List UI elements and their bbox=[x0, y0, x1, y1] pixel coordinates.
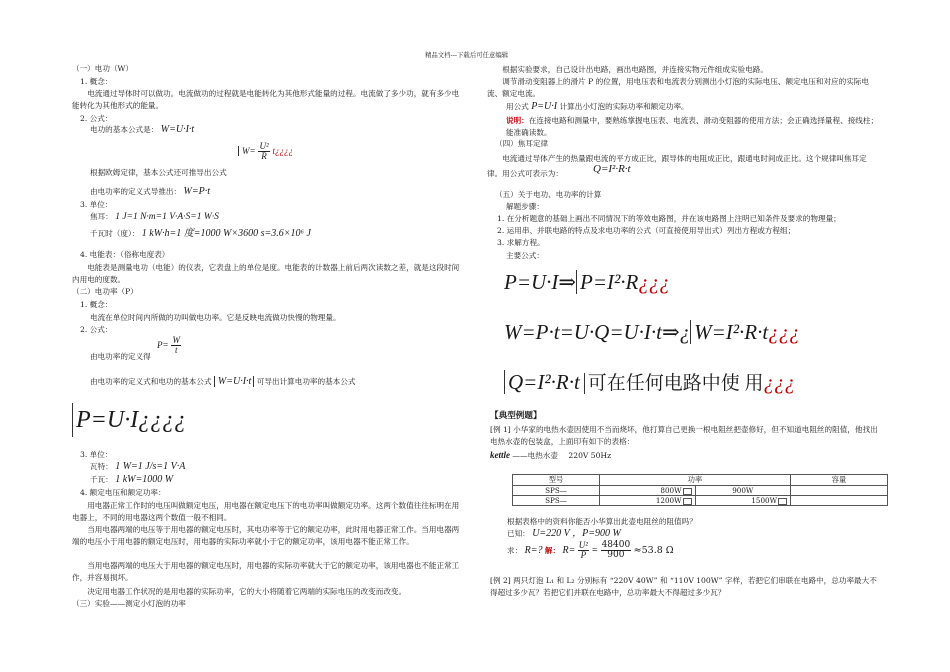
s1-ohm-rest: t¿¿¿¿ bbox=[272, 146, 294, 156]
s1-power-line bbox=[90, 187, 210, 197]
s1-ohm-num: U² bbox=[259, 141, 269, 151]
big-formula-1 bbox=[504, 268, 670, 296]
table-cell bbox=[791, 496, 888, 506]
s2-combine-text-a: 由电功率的定义式和电功的基本公式 bbox=[90, 377, 212, 386]
s2-def-fraction bbox=[171, 336, 181, 355]
table-cell: SPS— bbox=[513, 486, 600, 496]
big-formula-2 bbox=[504, 318, 800, 346]
s1-ohm-text: 根据欧姆定律，基本公式还可推导出公式 bbox=[90, 168, 227, 177]
known-line bbox=[507, 529, 621, 539]
kettle-spec-table bbox=[512, 474, 888, 506]
s1-formula-label: 2. 公式： bbox=[80, 114, 113, 123]
kettle-en: kettle bbox=[490, 450, 510, 460]
s2-rated-p4: 决定用电器工作状况的是用电器的实际功率，它的大小将随着它两端的实际电压的改变而改变。 bbox=[87, 587, 407, 596]
exp-p3-equation: P=U·I bbox=[531, 101, 558, 112]
exp-note-text: 在连接电路和测量中，要熟练掌握电压表、电流表、滑动变阻器的使用方法；会正确选择量程、接线柱；能准确读数。 bbox=[506, 116, 879, 137]
big1-part-b: P=I²·R bbox=[576, 270, 638, 294]
s1-joule-equation: 1 J=1 N·m=1 V·A·S=1 W·S bbox=[115, 212, 219, 222]
s1-concept-text: 电流通过导体时可以做功。电流做功的过程就是电能转化为其他形式能量的过程。电流做了多少功，就有多少电能转化为其他形式的能量。 bbox=[72, 89, 460, 110]
section-5-title: （五）关于电功、电功率的计算 bbox=[495, 190, 602, 199]
s5-step-3: 3. 求解方程。 bbox=[497, 238, 545, 247]
s1-power-label: 由电功率的定义式导推出： bbox=[90, 187, 182, 196]
big2-tail: ¿¿¿ bbox=[768, 320, 800, 344]
s2-def-den: t bbox=[174, 345, 178, 355]
kettle-cn: ——电热水壶 bbox=[512, 451, 558, 460]
s5-step-1: 1. 在分析题意的基础上画出不同情况下的等效电路图，并在该电路图上注明已知条件及要求的物理量； bbox=[497, 214, 841, 223]
sol-num-2: 48400 bbox=[601, 540, 631, 550]
s2-combine-text-b: 可导出计算电功率的基本公式 bbox=[256, 377, 356, 386]
s1-meter-label: 4. 电能表：（俗称电度表） bbox=[80, 250, 170, 259]
big3-tail: ¿¿¿ bbox=[763, 370, 796, 394]
find-equation: R=? bbox=[524, 545, 543, 556]
exp-p3-line bbox=[506, 102, 689, 112]
s1-kwh-line bbox=[90, 229, 311, 239]
s2-definition-text: 由电功率的定义得 bbox=[90, 352, 151, 361]
s1-joule-label: 焦耳： bbox=[90, 212, 113, 221]
s1-kwh-equation: 1 kW·h=1 度=1000 W×3600 s=3.6×10⁶ J bbox=[141, 228, 311, 239]
table-cell: 900W bbox=[695, 486, 791, 496]
s2-def-num: W bbox=[172, 335, 180, 345]
s2-kw-label: 千瓦： bbox=[90, 475, 113, 484]
s2-unit-label: 3. 单位： bbox=[80, 450, 113, 459]
s1-ohm-lhs: W= bbox=[238, 146, 256, 156]
table-cell-value: 1500W bbox=[751, 496, 777, 505]
s2-combine-equation: W=U·I·t bbox=[214, 376, 254, 387]
table-header-cell: 型号 bbox=[513, 475, 600, 486]
exp-note bbox=[506, 115, 882, 139]
s1-power-equation: W=P·t bbox=[183, 186, 211, 197]
s5-steps-label: 解题步骤： bbox=[506, 202, 544, 211]
examples-title: 【典型例题】 bbox=[490, 411, 542, 421]
s2-kw-line bbox=[90, 475, 173, 485]
sol-num-1: U² bbox=[578, 540, 588, 550]
example-2-text: [例 2] 两只灯泡 L₁ 和 L₂ 分别标有 “220V 40W” 和 “110V 100W” 字样，若把它们串联在电路中，总功率最大不得超过多少瓦？若把它们并联在电路中，总功率最大不得超过多少瓦？ bbox=[490, 576, 877, 597]
exp-note-label: 说明： bbox=[506, 116, 529, 125]
table-cell bbox=[600, 486, 696, 496]
section-3-title: （三）实验——测定小灯泡的功率 bbox=[72, 599, 186, 608]
s2-watt-label: 瓦特： bbox=[90, 462, 113, 471]
s2-def-lhs: P= bbox=[157, 340, 169, 350]
table-header-cell: 容量 bbox=[791, 475, 888, 486]
section-4-title: （四）焦耳定律 bbox=[495, 139, 549, 148]
s2-rated-p1: 用电器正常工作时的电压叫做额定电压，用电器在额定电压下的电功率叫做额定功率。这两个数值往往标明在用电器上，不同的用电器这两个数值一般不相同。 bbox=[72, 501, 460, 522]
s2-watt-line bbox=[90, 462, 185, 472]
table-row bbox=[513, 486, 888, 496]
big1-tail: ¿¿¿ bbox=[638, 270, 670, 294]
s1-joule-line bbox=[90, 212, 219, 222]
s2-kw-equation: 1 kW=1000 W bbox=[115, 474, 174, 485]
kettle-line bbox=[490, 450, 611, 461]
s2-concept-text: 电流在单位时间内所做的功叫做电功率。它是反映电流做功快慢的物理量。 bbox=[90, 313, 341, 322]
solution-fraction-1 bbox=[578, 541, 589, 560]
solution-lhs: R= bbox=[562, 545, 576, 556]
exp-p2: 调节滑动变阻器上的滑片 P 的位置，用电压表和电流表分别测出小灯泡的实际电压、额定电压和对应的实际电流、额定电流。 bbox=[487, 77, 870, 98]
solution-fraction-2 bbox=[601, 541, 632, 560]
checkbox-glyph-icon bbox=[778, 498, 787, 505]
s2-concept-label: 1. 概念： bbox=[80, 300, 113, 309]
s5-main-label: 主要公式： bbox=[506, 251, 544, 260]
s1-ohm-den: R bbox=[261, 151, 267, 161]
s1-unit-label: 3. 单位： bbox=[80, 200, 113, 209]
table-cell bbox=[791, 486, 888, 496]
s4-text: 电流通过导体产生的热量跟电流的平方成正比，跟导体的电阻成正比，跟通电时间成正比。这个规律叫焦耳定律。用公式可表示为： bbox=[487, 154, 867, 178]
big2-part-b: W=I²·R·t bbox=[690, 320, 768, 344]
section-2-title: （二）电功率（P） bbox=[72, 287, 138, 296]
exp-p3-text-a: 用公式 bbox=[506, 102, 529, 111]
s2-formula-label: 2. 公式： bbox=[80, 325, 113, 334]
exp-p3-text-b: 计算出小灯泡的实际功率和额定功率。 bbox=[559, 102, 689, 111]
solve-label: 解： bbox=[544, 546, 561, 555]
find-label: 求： bbox=[507, 546, 523, 555]
big-formula-3 bbox=[504, 368, 795, 398]
sol-den-2: 900 bbox=[607, 550, 625, 560]
s1-kwh-label: 千瓦时（度）： bbox=[90, 229, 140, 238]
example-1-text: [例 1] 小华家的电热水壶因使用不当而烧坏，他打算自己更换一根电阻丝把壶修好，但不知道电阻丝的阻值，他找出电热水壶的包装盒，上面印有如下的表格： bbox=[490, 425, 878, 446]
big3-part-b: 可在任何电路中使 用 bbox=[584, 373, 764, 394]
solution-result: ≈53.8 Ω bbox=[633, 545, 674, 556]
s1-meter-text: 电能表是测量电功（电能）的仪表，它表盘上的单位是度。电能表的计数器上前后两次读数之差，就是这段时间内用电的度数。 bbox=[72, 263, 460, 284]
s4-equation: Q=I²·R·t bbox=[593, 163, 631, 175]
s1-basic-label: 电功的基本公式是： bbox=[90, 125, 159, 134]
s1-ohm-fraction bbox=[258, 142, 269, 161]
page-header: 精品文档---下载后可任意编辑 bbox=[425, 51, 509, 59]
s2-rated-p3: 当用电器两端的电压大于用电器的额定电压时，用电器的实际功率就大于它的额定功率，该用电器也不能正常工作，并容易损坏。 bbox=[72, 561, 460, 582]
kettle-spec: 220V 50Hz bbox=[568, 451, 612, 460]
s2-combine-line bbox=[90, 377, 355, 387]
table-header-cell: 功率 bbox=[600, 475, 791, 486]
table-cell bbox=[695, 496, 791, 506]
sol-den-1: P bbox=[580, 550, 587, 560]
table-cell bbox=[600, 496, 696, 506]
table-row bbox=[513, 496, 888, 506]
big1-part-a: P=U·I⇒ bbox=[504, 270, 577, 294]
s2-big-formula: P=U·I¿¿¿¿ bbox=[72, 403, 186, 437]
s1-concept-label: 1. 概念： bbox=[80, 77, 113, 86]
s1-ohm-equation bbox=[238, 142, 293, 161]
table-header-row bbox=[513, 475, 888, 486]
s5-step-2: 2. 运用串、并联电路的特点及求电功率的公式（可直接使用导出式）列出方程或方程组； bbox=[497, 226, 796, 235]
checkbox-glyph-icon bbox=[683, 488, 692, 495]
s1-basic-equation: W=U·I·t bbox=[160, 124, 195, 135]
solution-equals: = bbox=[591, 545, 599, 556]
table-cell-value: 800W bbox=[660, 486, 682, 495]
s2-rated-p2: 当用电器两端的电压等于用电器的额定电压时，其电功率等于它的额定功率，此时用电器正常工作。当用电器两端的电压小于用电器的额定电压时，用电器的实际功率就小于它的额定功率，该用电器不能正常工作。 bbox=[72, 525, 460, 546]
s1-basic-formula-line bbox=[90, 125, 194, 135]
big3-part-a: Q=I²·R·t bbox=[504, 370, 580, 394]
table-cell-value: 1200W bbox=[655, 496, 682, 505]
s2-watt-equation: 1 W=1 J/s=1 V·A bbox=[115, 461, 186, 472]
checkbox-glyph-icon bbox=[683, 498, 692, 505]
s2-definition-equation bbox=[157, 336, 181, 355]
big2-part-a: W=P·t=U·Q=U·I·t⇒¿ bbox=[504, 320, 691, 344]
example-1-question: 根据表格中的资料你能否小华算出此壶电阻丝的阻值吗？ bbox=[507, 517, 697, 526]
s2-rated-label: 4. 额定电压和额定功率： bbox=[80, 488, 166, 497]
solution-line bbox=[507, 541, 674, 560]
table-cell: SPS— bbox=[513, 496, 600, 506]
exp-p1: 根据实验要求，自己设计出电路，画出电路图，并连接实物元件组成实验电路。 bbox=[502, 65, 768, 74]
known-equation: U=220 V ，P=900 W bbox=[532, 528, 621, 539]
known-label: 已知： bbox=[507, 529, 530, 538]
section-1-title: （一）电功（W） bbox=[72, 64, 133, 73]
